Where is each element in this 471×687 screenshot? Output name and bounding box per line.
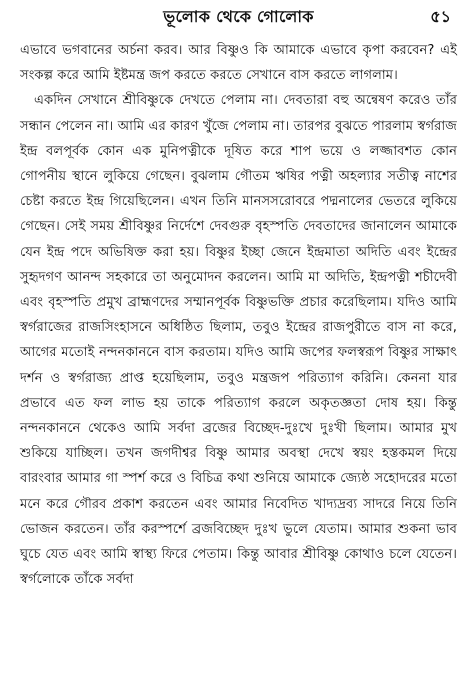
page-number: ৫১ (430, 7, 451, 26)
paragraph-1: এভাবে ভগবানের অর্চনা করব। আর বিষ্ণুও কি আমাকে এভাবে কৃপা করবেন? এই সংকল্প করে আমি ইষ্টমন্ত্র জপ করতে করতে সেখানে বাস করতে লাগলাম। (20, 43, 457, 84)
body-text (20, 38, 457, 592)
paragraph-2: একদিন সেখানে শ্রীবিষ্ণুকে দেখতে পেলাম না। দেবতারা বহু অন্বেষণ করেও তাঁর সন্ধান পেলেন না। আমি এর কারণ খুঁজে পেলাম না। তারপর বুঝতে পারলাম স্বর্গরাজ ইন্দ্র বলপূর্বক কোন এক মুনিপত্নীকে দূষিত করে শাপ ভয়ে ও লজ্জাবশত কোন গোপনীয় স্থানে লুকিয়ে গেছেন। বুঝলাম গৌতম ঋষির পত্নী অহল্যার সতীত্ব নাশের চেষ্টা করতে ইন্দ্র গিয়েছিলেন। এখন তিনি মানসসরোবরে পদ্মনালের ভেতরে লুকিয়ে গেছেন। সেই সময় শ্রীবিষ্ণুর নির্দেশে দেবগুরু বৃহস্পতি দেবতাদের জানালেন আমাকে যেন ইন্দ্র পদে অভিষিক্ত করা হয়। বিষ্ণুর ইচ্ছা জেনে ইন্দ্রমাতা অদিতি এবং ইন্দ্রের সুহৃদগণ আনন্দ সহকারে তা অনুমোদন করলেন। আমি মা অদিতি, ইন্দ্রপত্নী শচীদেবী এবং বৃহস্পতি প্রমুখ ব্রাহ্মণদের সম্মানপূর্বক বিষ্ণুভক্তি প্রচার করেছিলাম। যদিও আমি স্বর্গরাজের রাজসিংহাসনে অধিষ্ঠিত ছিলাম, তবুও ইন্দ্রের রাজপুরীতে বাস না করে, আগের মতোই নন্দনকাননে বাস করতাম। যদিও আমি জপের ফলস্বরূপ বিষ্ণুর সাক্ষাৎ দর্শন ও স্বর্গরাজ্য প্রাপ্ত হয়েছিলাম, তবুও মন্ত্রজপ পরিত্যাগ করিনি। কেননা যার প্রভাবে এত ফল লাভ হয় তাকে পরিত্যাগ করলে অকৃতজ্ঞতা দোষ হয়। কিন্তু নন্দনকাননে থেকেও আমি সর্বদা ব্রজের বিচ্ছেদ-দুঃখে দুঃখী ছিলাম। আমার মুখ শুকিয়ে যাচ্ছিল। তখন জগদীশ্বর বিষ্ণু আমার অবস্থা দেখে স্বয়ং হস্তকমল দিয়ে বারংবার আমার গা স্পর্শ করে ও বিচিত্র কথা শুনিয়ে আমাকে জ্যেষ্ঠ সহোদরের মতো মনে করে গৌরব প্রকাশ করতেন এবং আমার নিবেদিত খাদ্যদ্রব্য সাদরে নিয়ে তিনি ভোজন করতেন। তাঁর করস্পর্শে ব্রজবিচ্ছেদ দুঃখ ভুলে যেতাম। আমার শুকনা ভাব ঘুচে যেত এবং আমি স্বাস্থ্য ফিরে পেতাম। কিন্তু আবার শ্রীবিষ্ণু কোথাও চলে যেতেন। স্বর্গলোকে তাঁকে সর্বদা (20, 93, 457, 588)
page-header (20, 0, 457, 34)
running-title: ভূলোক থেকে গোলোক (163, 7, 314, 26)
